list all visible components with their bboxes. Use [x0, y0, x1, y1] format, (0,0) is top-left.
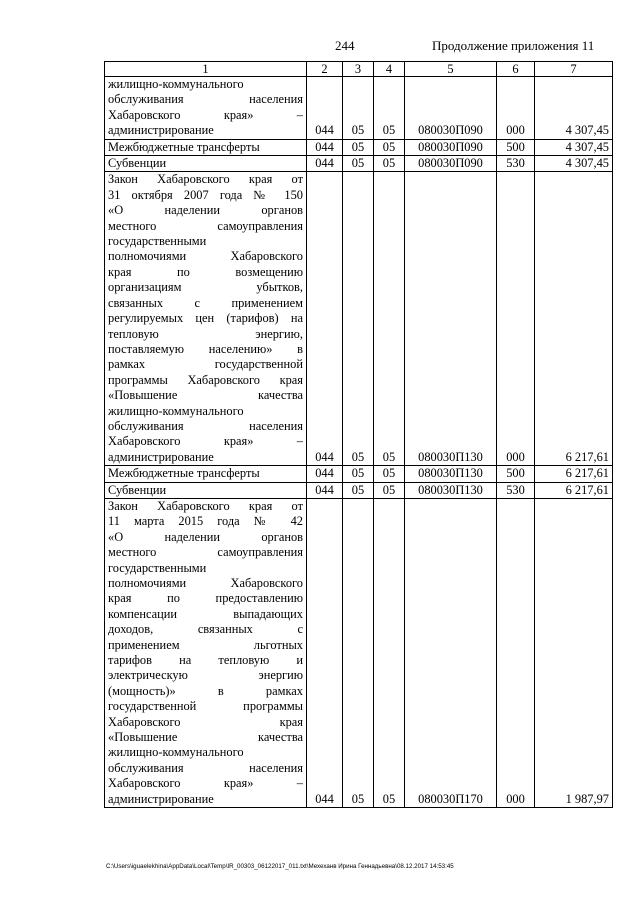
row-description: Межбюджетные трансферты [105, 139, 307, 155]
cell-target-item: 080030П090 [405, 77, 497, 140]
description-line: полномочиями Хабаровского [108, 249, 303, 264]
description-line: «О наделении органов [108, 203, 303, 218]
cell-target-item: 080030П170 [405, 498, 497, 807]
cell-amount: 4 307,45 [535, 77, 613, 140]
cell-expense-type: 530 [497, 482, 535, 498]
cell-expense-type: 000 [497, 77, 535, 140]
cell-expense-type: 000 [497, 498, 535, 807]
cell-target-item: 080030П130 [405, 172, 497, 466]
file-path-footer: C:\Users\iguaelekhina\AppData\Local\Temp\IR_00303_06122017_011.txt\Мехеханв Ирина Геннадьевна\08.12.2017 14:53:45 [106, 863, 454, 870]
table-row [105, 172, 613, 466]
description-line: применением льготных [108, 637, 303, 652]
description-line: поставляемую населению» в [108, 341, 303, 356]
cell-expense-type: 530 [497, 156, 535, 172]
description-line: тарифов на тепловую и [108, 653, 303, 668]
cell-ministry: 044 [307, 77, 343, 140]
row-description: Межбюджетные трансферты [105, 466, 307, 482]
cell-expense-type: 000 [497, 172, 535, 466]
description-line: Хабаровского края» – [108, 434, 303, 449]
description-line: регулируемых цен (тарифов) на [108, 311, 303, 326]
table-row [105, 156, 613, 172]
row-description [105, 172, 307, 466]
description-line: программы Хабаровского края [108, 372, 303, 387]
table-row [105, 139, 613, 155]
description-line: Хабаровского края [108, 714, 303, 729]
description-line: Закон Хабаровского края от [108, 498, 303, 513]
cell-target-item: 080030П090 [405, 156, 497, 172]
row-description: Субвенции [105, 482, 307, 498]
cell-target-item: 080030П090 [405, 139, 497, 155]
cell-subsection: 05 [374, 139, 405, 155]
cell-ministry: 044 [307, 482, 343, 498]
cell-expense-type: 500 [497, 139, 535, 155]
description-line: 31 октября 2007 года № 150 [108, 187, 303, 202]
description-line: «Повышение качества [108, 388, 303, 403]
cell-section: 05 [343, 77, 374, 140]
description-line: жилищно-коммунального [108, 77, 244, 91]
description-line: обслуживания населения [108, 92, 303, 107]
cell-expense-type: 500 [497, 466, 535, 482]
column-header: 6 [497, 62, 535, 77]
cell-ministry: 044 [307, 139, 343, 155]
column-header: 1 [105, 62, 307, 77]
description-line: 11 марта 2015 года № 42 [108, 514, 303, 529]
description-line: края по возмещению [108, 264, 303, 279]
description-line: организациям убытков, [108, 280, 303, 295]
description-line: государственными [108, 560, 207, 575]
description-line: государственной программы [108, 699, 303, 714]
budget-table [104, 61, 613, 808]
description-line: администрирование [108, 449, 214, 464]
cell-target-item: 080030П130 [405, 482, 497, 498]
description-line: доходов, связанных с [108, 622, 303, 637]
description-line: жилищно-коммунального [108, 403, 244, 418]
description-line: края по предоставлению [108, 591, 303, 606]
cell-section: 05 [343, 482, 374, 498]
cell-subsection: 05 [374, 482, 405, 498]
description-line: (мощность)» в рамках [108, 683, 303, 698]
table-row [105, 77, 613, 140]
cell-section: 05 [343, 139, 374, 155]
cell-ministry: 044 [307, 172, 343, 466]
cell-amount: 6 217,61 [535, 482, 613, 498]
description-line: администрирование [108, 123, 214, 138]
description-line: местного самоуправления [108, 218, 303, 233]
row-description [105, 77, 307, 140]
cell-section: 05 [343, 156, 374, 172]
cell-section: 05 [343, 498, 374, 807]
column-header: 2 [307, 62, 343, 77]
cell-subsection: 05 [374, 466, 405, 482]
description-line: Закон Хабаровского края от [108, 172, 303, 187]
cell-section: 05 [343, 172, 374, 466]
row-description [105, 498, 307, 807]
cell-target-item: 080030П130 [405, 466, 497, 482]
description-line: тепловую энергию, [108, 326, 303, 341]
description-line: местного самоуправления [108, 545, 303, 560]
column-header: 3 [343, 62, 374, 77]
description-line: компенсации выпадающих [108, 606, 303, 621]
description-line: Хабаровского края» – [108, 776, 303, 791]
description-line: связанных с применением [108, 295, 303, 310]
description-line: обслуживания населения [108, 760, 303, 775]
appendix-continuation: Продолжение приложения 11 [432, 38, 595, 53]
description-line: «Повышение качества [108, 730, 303, 745]
cell-subsection: 05 [374, 156, 405, 172]
cell-amount: 1 987,97 [535, 498, 613, 807]
description-line: жилищно-коммунального [108, 745, 244, 760]
cell-ministry: 044 [307, 498, 343, 807]
row-description: Субвенции [105, 156, 307, 172]
description-line: государственными [108, 234, 207, 249]
description-line: администрирование [108, 791, 214, 806]
description-line: обслуживания населения [108, 418, 303, 433]
cell-ministry: 044 [307, 156, 343, 172]
column-header: 5 [405, 62, 497, 77]
column-header: 4 [374, 62, 405, 77]
cell-subsection: 05 [374, 498, 405, 807]
description-line: Хабаровского края» – [108, 107, 303, 122]
table-row [105, 466, 613, 482]
description-line: полномочиями Хабаровского [108, 576, 303, 590]
table-header-row [105, 62, 613, 77]
cell-ministry: 044 [307, 466, 343, 482]
table-row [105, 498, 613, 807]
cell-subsection: 05 [374, 172, 405, 466]
page-number: 244 [335, 38, 355, 53]
description-line: «О наделении органов [108, 529, 303, 544]
description-line: электрическую энергию [108, 668, 303, 683]
cell-subsection: 05 [374, 77, 405, 140]
cell-amount: 4 307,45 [535, 156, 613, 172]
cell-section: 05 [343, 466, 374, 482]
cell-amount: 6 217,61 [535, 172, 613, 466]
description-line: рамках государственной [108, 357, 303, 372]
cell-amount: 6 217,61 [535, 466, 613, 482]
column-header: 7 [535, 62, 613, 77]
table-row [105, 482, 613, 498]
cell-amount: 4 307,45 [535, 139, 613, 155]
